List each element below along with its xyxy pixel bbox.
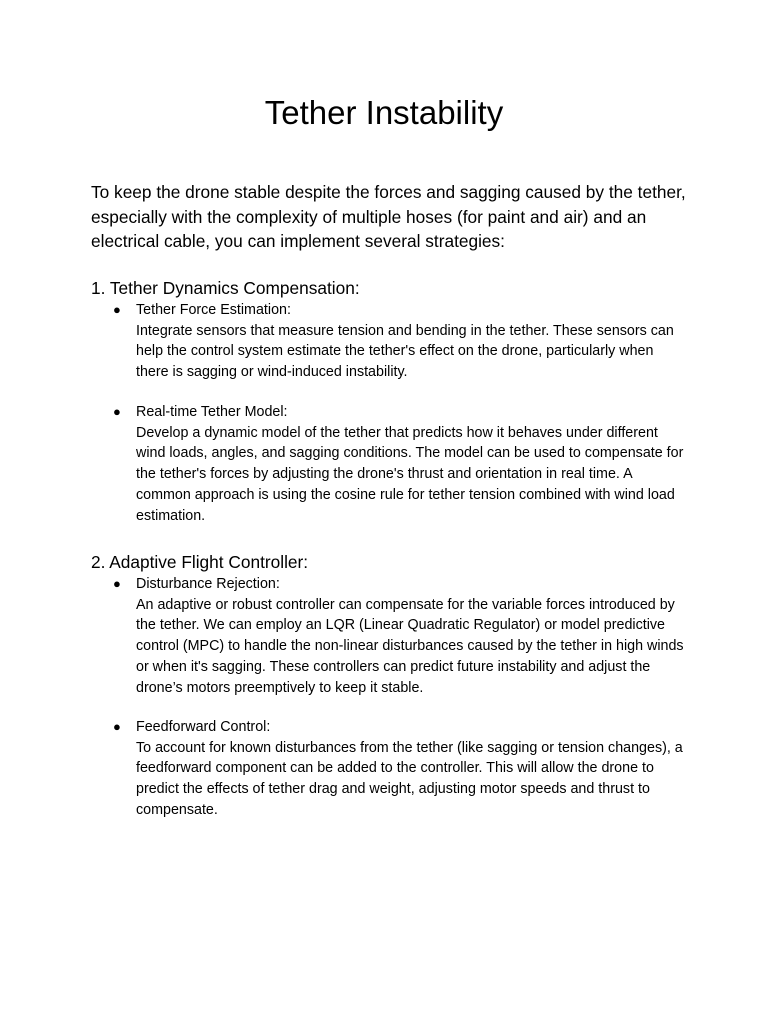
bullet-icon: ● [113, 576, 121, 591]
list-item-text: Integrate sensors that measure tension and bending in the tether. These sensors can help the control system estimate the tether's effect on the drone, particularly when there is sagging or wind-induced instability. [136, 322, 674, 381]
list-item-title: Real-time Tether Model: [136, 404, 288, 420]
bullet-icon: ● [113, 404, 121, 419]
list-item-text: Develop a dynamic model of the tether that predicts how it behaves under different wind loads, angles, and sagging conditions. The model can be used to compensate for the tether's forces by adjusting the drone's thrust and orientation in real time. A common approach is using the cosine rule for tether tension combined with wind load estimation. [136, 424, 684, 524]
list-item-body [136, 402, 684, 526]
document-title: Tether Instability [264, 94, 504, 131]
section-heading-tether-dynamics: 1. Tether Dynamics Compensation: [91, 278, 360, 298]
list-item-body [136, 300, 684, 383]
list-item-title: Disturbance Rejection: [136, 576, 280, 592]
list-item-text: To account for known disturbances from the tether (like sagging or tension changes), a feedforward component can be added to the controller. This will allow the drone to predict the effects of tether drag and weight, adjusting motor speeds and thrust to compensate. [136, 739, 683, 818]
list-item-title: Tether Force Estimation: [136, 302, 291, 318]
bullet-icon: ● [113, 719, 121, 734]
bullet-icon: ● [113, 302, 121, 317]
list-item-text: An adaptive or robust controller can compensate for the variable forces introduced by the tether. We can employ an LQR (Linear Quadratic Regulator) or model predictive control (MPC) to handle the non-linear disturbances caused by the tether in high winds or when it's sagging. These controllers can predict future instability and adjust the drone’s motors preemptively to keep it stable. [136, 596, 684, 696]
intro-paragraph: To keep the drone stable despite the forces and sagging caused by the tether, especially with the complexity of multiple hoses (for paint and air) and an electrical cable, you can implement several strategies: [91, 182, 686, 251]
section-heading-adaptive-flight-controller: 2. Adaptive Flight Controller: [91, 552, 309, 572]
list-item-body [136, 717, 684, 821]
list-item-title: Feedforward Control: [136, 719, 271, 735]
list-item-body [136, 574, 684, 698]
